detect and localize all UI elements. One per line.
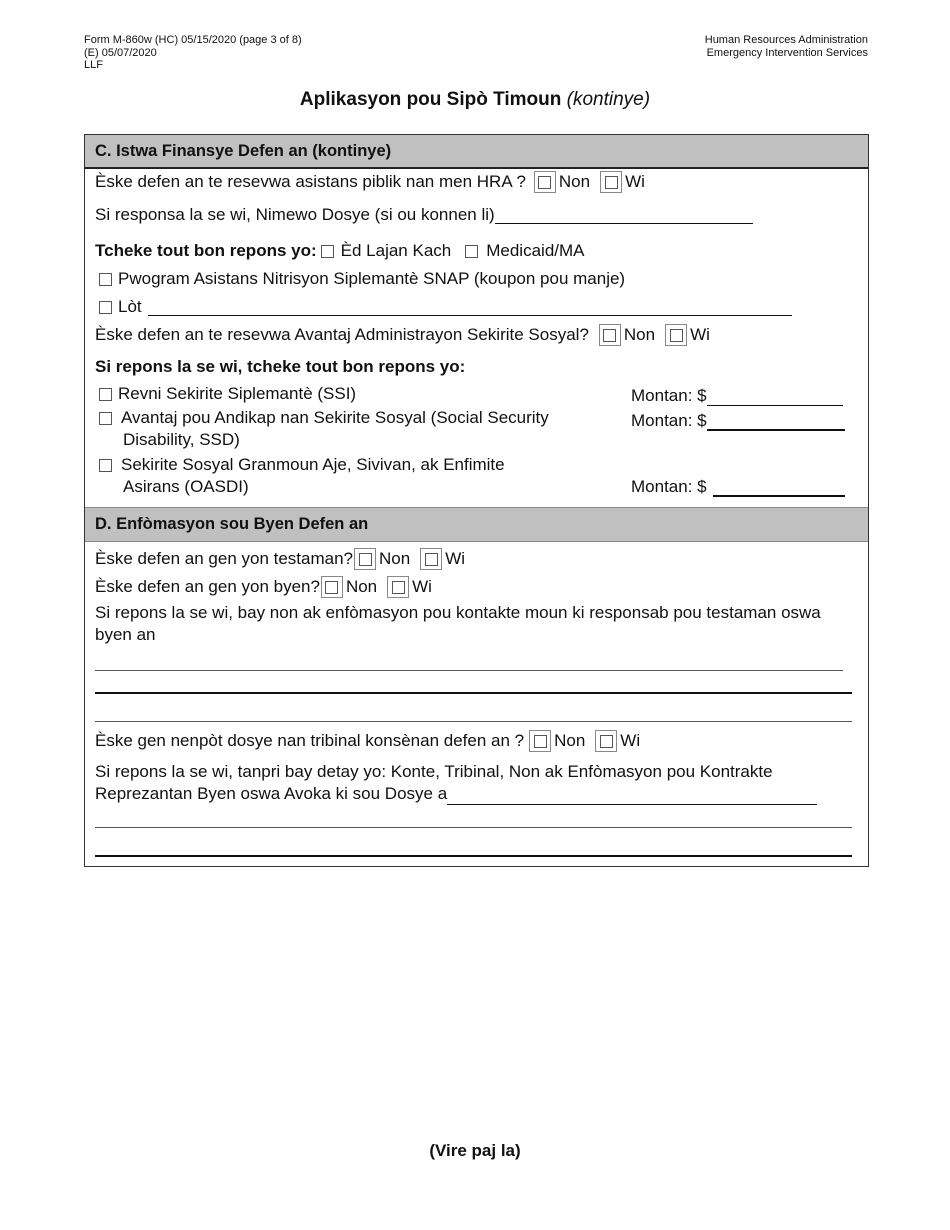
- medicaid-checkbox[interactable]: [465, 245, 478, 258]
- ssd-amount-row: [631, 407, 845, 431]
- ssa-yes-checkbox[interactable]: [665, 324, 687, 346]
- will-no-label: Non: [379, 549, 411, 568]
- other-label: Lòt: [118, 297, 142, 316]
- oasdi-amount-field[interactable]: [713, 480, 845, 497]
- form-id-line-2: (E) 05/07/2020: [84, 46, 157, 59]
- page-title-main: Aplikasyon pou Sipò Timoun: [299, 89, 562, 110]
- ssd-amount-label: Montan: $: [631, 411, 707, 430]
- public-assist-question-row: [95, 169, 645, 195]
- oasdi-label-line-1: Sekirite Sosyal Granmoun Aje, Sivivan, ak Enfimite: [121, 455, 505, 474]
- estate-no-label: Non: [345, 577, 378, 596]
- ssd-label-line-1: Avantaj pou Andikap nan Sekirite Sosyal (Social Security: [121, 408, 549, 427]
- ssa-question: Èske defen an te resevwa Avantaj Administrayon Sekirite Sosyal?: [95, 325, 589, 344]
- oasdi-label-line-2: Asirans (OASDI): [123, 477, 249, 496]
- cash-assist-label: Èd Lajan Kach: [340, 241, 452, 260]
- court-no-checkbox[interactable]: [529, 730, 551, 752]
- agency-line-2: Emergency Intervention Services: [706, 46, 868, 59]
- cash-assist-checkbox[interactable]: [321, 245, 334, 258]
- ssi-label: Revni Sekirite Siplemantè (SSI): [118, 384, 357, 403]
- oasdi-amount-label: Montan: $: [631, 477, 707, 496]
- form-id-line-1: Form M-860w (HC) 05/15/2020 (page 3 of 8): [84, 34, 302, 46]
- section-d-title: D. Enfòmasyon sou Byen Defen an: [95, 515, 369, 533]
- ssi-checkbox[interactable]: [99, 388, 112, 401]
- ssi-row: [95, 382, 356, 406]
- public-assist-no-label: Non: [558, 172, 591, 191]
- public-assist-no-checkbox[interactable]: [534, 171, 556, 193]
- oasdi-row: [99, 454, 505, 498]
- ssd-checkbox[interactable]: [99, 412, 112, 425]
- court-instructions-line-1: Si repons la se wi, tanpri bay detay yo: Konte, Tribinal, Non ak Enfòmasyon pou Kontrakte: [95, 762, 773, 781]
- estate-no-checkbox[interactable]: [321, 576, 343, 598]
- estate-question-row: [95, 573, 432, 601]
- other-row: [95, 295, 792, 319]
- court-no-label: Non: [554, 731, 586, 750]
- will-no-checkbox[interactable]: [354, 548, 376, 570]
- ssi-amount-row: [631, 382, 843, 406]
- agency-block: [705, 34, 868, 59]
- court-question-row: [95, 727, 640, 755]
- ssi-amount-field[interactable]: [707, 389, 843, 406]
- form-box: [84, 134, 869, 867]
- section-c-header: [85, 135, 868, 169]
- case-number-field[interactable]: [495, 207, 753, 224]
- will-yes-checkbox[interactable]: [420, 548, 442, 570]
- ssa-yes-label: Wi: [690, 325, 710, 344]
- other-field[interactable]: [148, 299, 792, 316]
- public-assist-yes-label: Wi: [625, 172, 645, 191]
- court-answer-line-2[interactable]: [95, 855, 852, 857]
- court-instructions: [95, 761, 865, 805]
- contact-instructions: Si repons la se wi, bay non ak enfòmasyon pou kontakte moun ki responsab pou testaman oswa byen an: [95, 603, 821, 644]
- court-answer-line-1[interactable]: [95, 827, 852, 828]
- section-c-title: C. Istwa Finansye Defen an (kontinye): [95, 141, 392, 160]
- turn-page-note: (Vire paj la): [429, 1141, 521, 1160]
- estate-question: Èske defen an gen yon byen?: [95, 577, 320, 596]
- court-yes-label: Wi: [620, 731, 641, 750]
- other-checkbox[interactable]: [99, 301, 112, 314]
- ssa-if-yes-label: Si repons la se wi, tcheke tout bon repons yo:: [95, 357, 466, 376]
- court-details-field[interactable]: [447, 788, 817, 805]
- case-number-row: [95, 203, 753, 227]
- case-number-label: Si responsa la se wi, Nimewo Dosye (si ou konnen li): [95, 205, 495, 224]
- agency-line-1: Human Resources Administration: [704, 34, 868, 46]
- ssd-amount-field[interactable]: [707, 414, 845, 431]
- will-yes-label: Wi: [445, 549, 466, 568]
- snap-row: [95, 267, 625, 291]
- ssd-label-line-2: Disability, SSD): [123, 430, 240, 449]
- court-question: Èske gen nenpòt dosye nan tribinal konsènan defen an ?: [95, 731, 525, 750]
- contact-answer-line-2[interactable]: [95, 692, 852, 694]
- medicaid-label: Medicaid/MA: [486, 241, 585, 260]
- court-instructions-line-2: Reprezantan Byen oswa Avoka ki sou Dosye a: [95, 784, 448, 803]
- check-all-label: Tcheke tout bon repons yo:: [95, 241, 317, 260]
- ssa-no-checkbox[interactable]: [599, 324, 621, 346]
- public-assist-question: Èske defen an te resevwa asistans piblik nan men HRA ?: [95, 172, 526, 191]
- form-id-line-3: LLF: [84, 59, 103, 71]
- will-question-row: [95, 545, 465, 573]
- estate-yes-label: Wi: [412, 577, 432, 596]
- contact-answer-line-3[interactable]: [95, 721, 852, 722]
- estate-yes-checkbox[interactable]: [387, 576, 409, 598]
- court-yes-checkbox[interactable]: [595, 730, 617, 752]
- ssa-if-yes-row: [95, 355, 465, 379]
- public-assist-yes-checkbox[interactable]: [600, 171, 622, 193]
- section-d-header: [85, 507, 868, 542]
- ssd-row: [99, 407, 549, 451]
- contact-answer-line-1[interactable]: [95, 670, 843, 671]
- page-title-sub: (kontinye): [566, 89, 651, 110]
- snap-checkbox[interactable]: [99, 273, 112, 286]
- ssa-no-label: Non: [623, 325, 656, 344]
- ssi-amount-label: Montan: $: [631, 386, 707, 405]
- form-id-block: [84, 34, 302, 72]
- oasdi-checkbox[interactable]: [99, 459, 112, 472]
- ssa-question-row: [95, 321, 710, 349]
- page-title: [0, 89, 950, 111]
- snap-label: Pwogram Asistans Nitrisyon Siplemantè SNAP (koupon pou manje): [118, 269, 626, 288]
- will-question: Èske defen an gen yon testaman?: [95, 549, 354, 568]
- benefits-check-row: [95, 239, 585, 263]
- oasdi-amount-row: [631, 473, 845, 497]
